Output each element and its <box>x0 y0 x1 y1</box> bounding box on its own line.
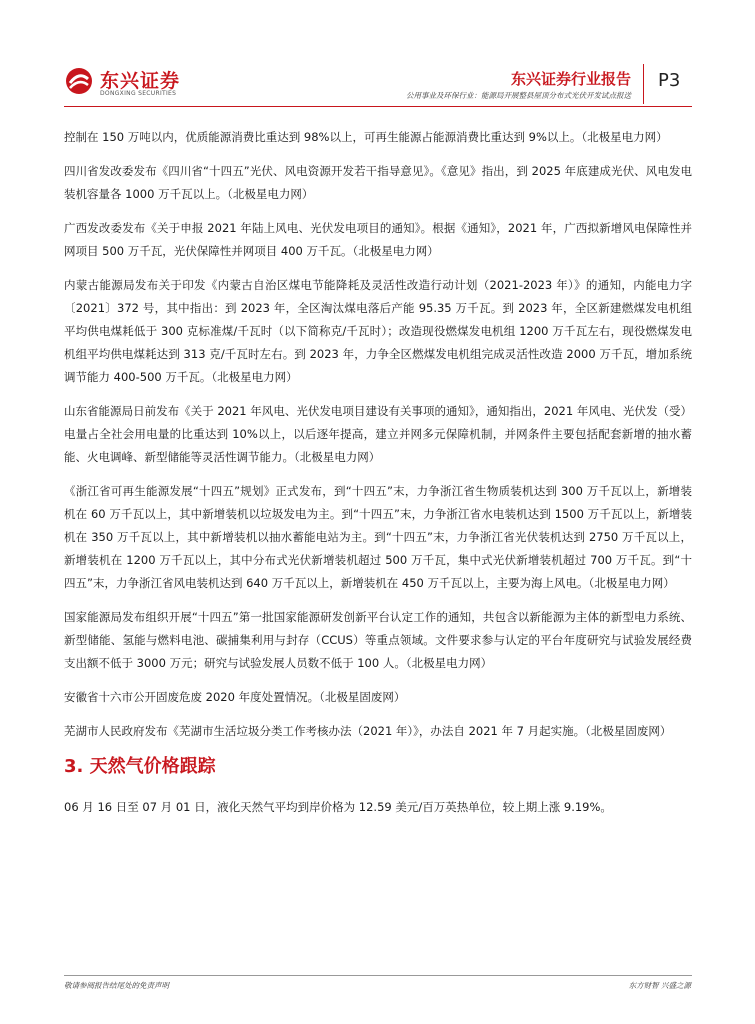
report-subtitle: 公用事业及环保行业：能源局开展整县屋顶分布式光伏开发试点报送 <box>406 91 631 100</box>
logo-text-en: DONGXING SECURITIES <box>100 90 177 97</box>
header-divider <box>643 64 644 104</box>
page-number: P3 <box>658 70 681 91</box>
logo-text-cn: 东兴证券 <box>100 70 181 92</box>
news-paragraph: 安徽省十六市公开固废危废 2020 年度处置情况。（北极星固废网） <box>64 690 406 704</box>
news-paragraph: 控制在 150 万吨以内，优质能源消费比重达到 98%以上，可再生能源占能源消费比重达到 9%以上。（北极星电力网） <box>64 130 668 144</box>
main-content <box>64 126 692 830</box>
footer-disclaimer: 敬请参阅报告结尾处的免责声明 <box>64 981 169 990</box>
footer-rule <box>64 975 692 976</box>
page-header <box>0 0 755 120</box>
news-paragraph: 广西发改委发布《关于申报 2021 年陆上风电、光伏发电项目的通知》。根据《通知》，2021 年，广西拟新增风电保障性并网项目 500 万千瓦，光伏保障性并网项目 400 万千瓦。（北极星电力网） <box>64 221 692 258</box>
news-paragraph: 芜湖市人民政府发布《芜湖市生活垃圾分类工作考核办法（2021 年）》，办法自 2021 年 7 月起实施。（北极星固废网） <box>64 724 672 738</box>
section-heading: 3. 天然气价格跟踪 <box>64 756 216 777</box>
company-logo <box>64 64 184 104</box>
logo-mark-icon <box>64 66 94 96</box>
news-paragraph: 内蒙古能源局发布关于印发《内蒙古自治区煤电节能降耗及灵活性改造行动计划（2021-2023 年）》的通知，内能电力字〔2021〕372 号，其中指出：到 2023 年，全区淘汰煤电落后产能 95.35 万千瓦。到 2023 年，全区新建燃煤发电机组平均供电煤耗低于 300 克标准煤/千瓦时（以下简称克/千瓦时）；改造现役燃煤发电机组 1200 万千瓦左右，现役燃煤发电机组平均供电煤耗达到 313 克/千瓦时左右。到 2023 年，力争全区燃煤发电机组完成灵活性改造 2000 万千瓦，增加系统调节能力 400-500 万千瓦。（北极星电力网） <box>64 278 692 384</box>
gas-price-paragraph: 06 月 16 日至 07 月 01 日，液化天然气平均到岸价格为 12.59 美元/百万英热单位，较上期上涨 9.19%。 <box>64 800 612 814</box>
news-paragraph: 国家能源局发布组织开展“十四五”第一批国家能源研发创新平台认定工作的通知，共包含以新能源为主体的新型电力系统、新型储能、氢能与燃料电池、碳捕集利用与封存（CCUS）等重点领域。文件要求参与认定的平台年度研究与试验发展经费支出额不低于 3000 万元；研究与试验发展人员数不低于 100 人。（北极星电力网） <box>64 610 692 670</box>
header-rule <box>64 106 692 107</box>
report-title: 东兴证券行业报告 <box>510 70 631 88</box>
footer-slogan: 东方财智 兴盛之源 <box>628 981 691 990</box>
news-paragraph: 山东省能源局日前发布《关于 2021 年风电、光伏发电项目建设有关事项的通知》，通知指出，2021 年风电、光伏发（受）电量占全社会用电量的比重达到 10%以上，以后逐年提高，建立并网多元保障机制，并网条件主要包括配套新增的抽水蓄能、火电调峰、新型储能等灵活性调节能力。（北极星电力网） <box>64 404 692 464</box>
news-paragraph: 四川省发改委发布《四川省“十四五”光伏、风电资源开发若干指导意见》。《意见》指出，到 2025 年底建成光伏、风电发电装机容量各 1000 万千瓦以上。（北极星电力网） <box>64 164 692 201</box>
news-paragraph: 《浙江省可再生能源发展“十四五”规划》正式发布，到“十四五”末，力争浙江省生物质装机达到 300 万千瓦以上，新增装机在 60 万千瓦以上，其中新增装机以垃圾发电为主。到“十四五”末，力争浙江省水电装机达到 1500 万千瓦以上，新增装机在 350 万千瓦以上，其中新增装机以抽水蓄能电站为主。到“十四五”末，力争浙江省光伏装机达到 2750 万千瓦以上，新增装机在 1200 万千瓦以上，其中分布式光伏新增装机超过 500 万千瓦，集中式光伏新增装机超过 700 万千瓦。到“十四五”末，力争浙江省风电装机达到 640 万千瓦以上，新增装机在 450 万千瓦以上，主要为海上风电。（北极星电力网） <box>64 484 692 590</box>
